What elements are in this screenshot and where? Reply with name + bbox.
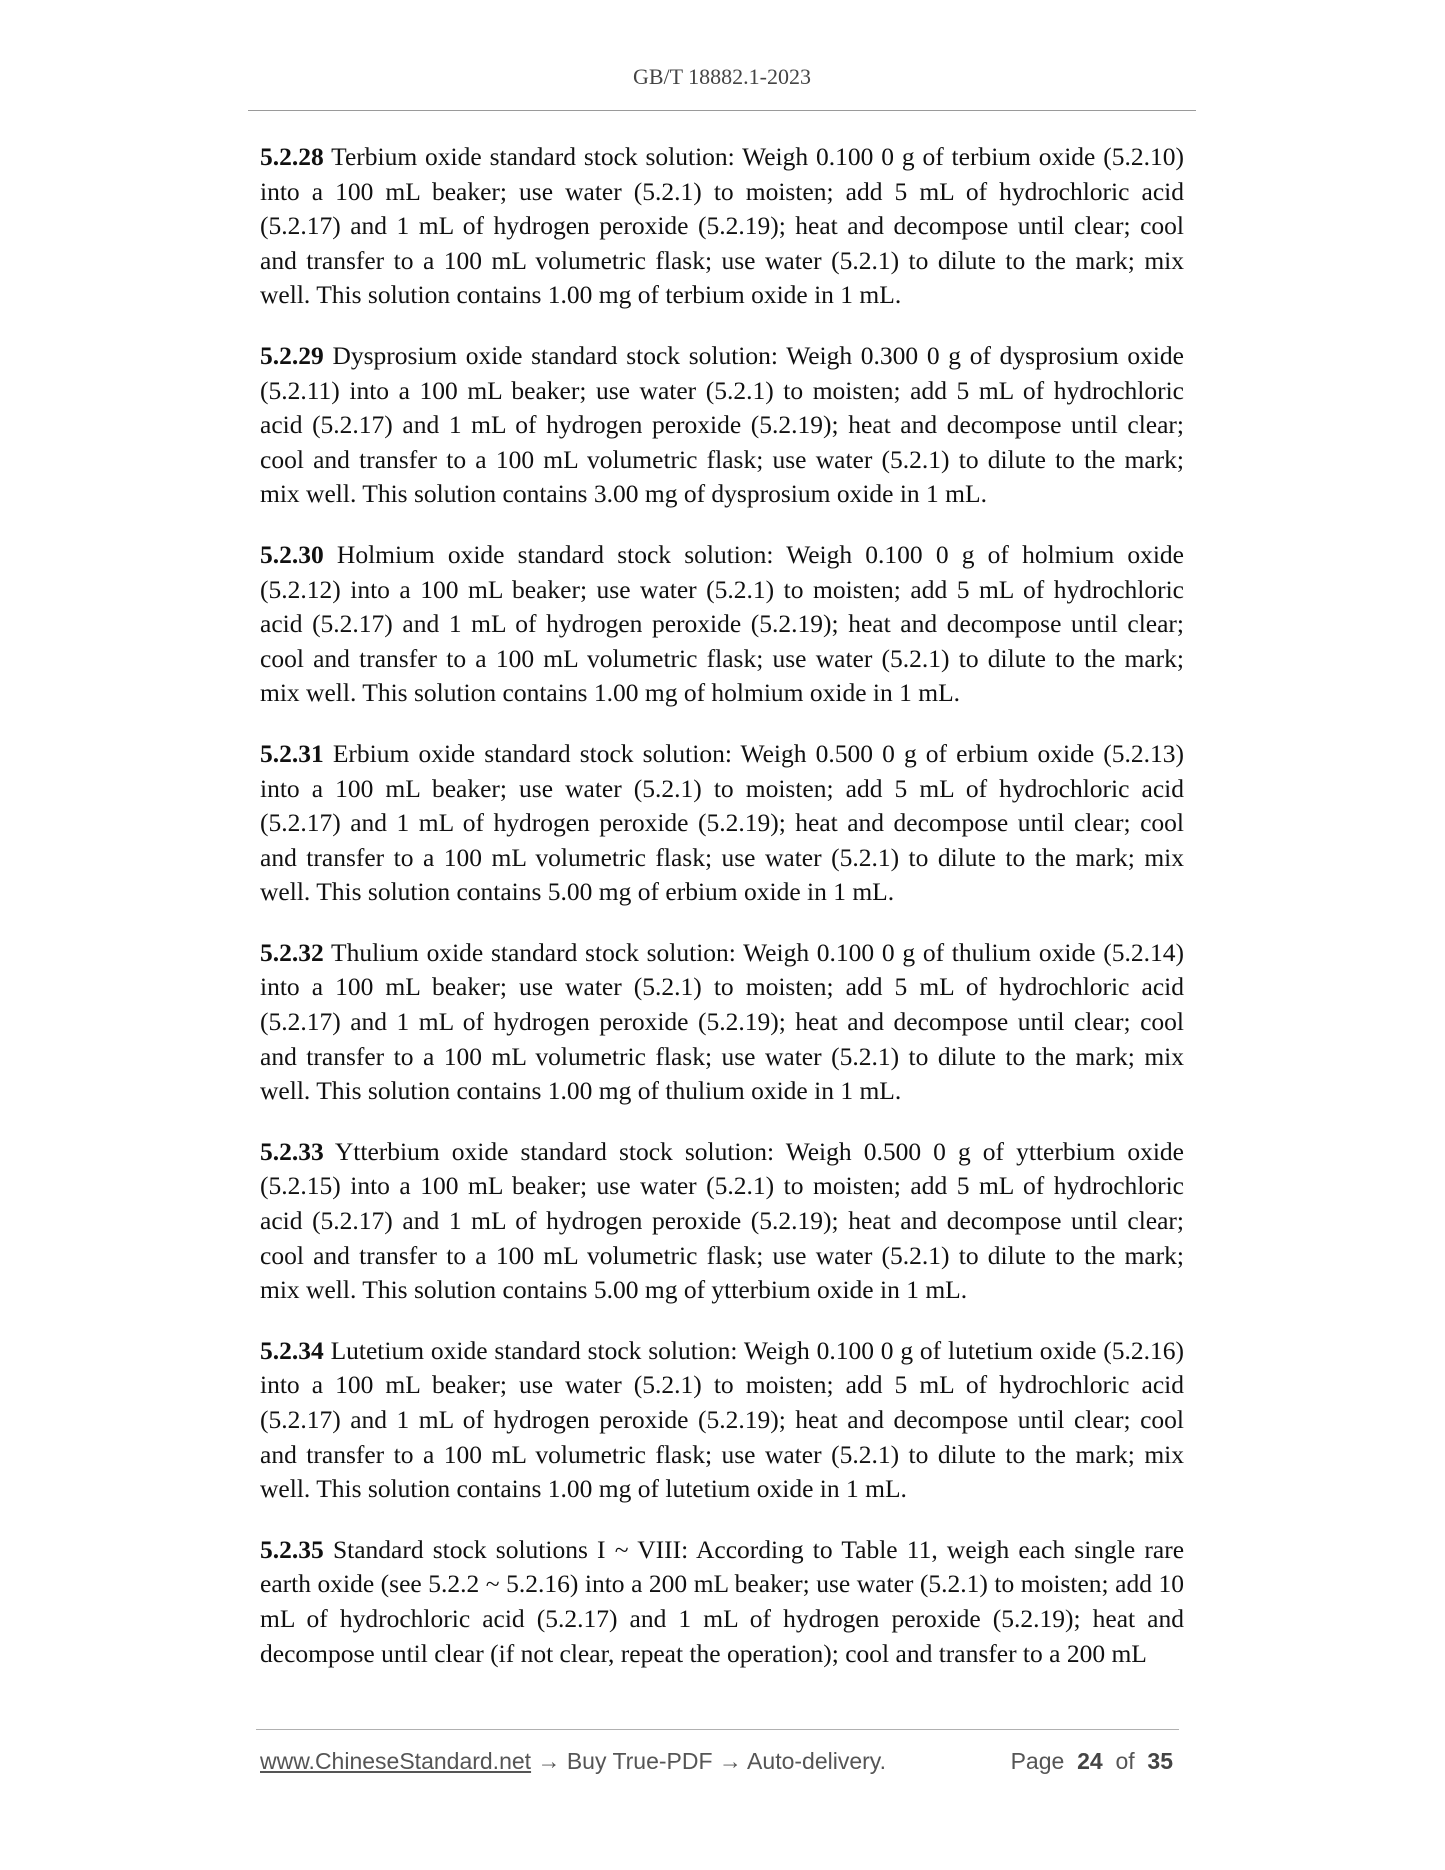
footer-divider xyxy=(256,1729,1179,1730)
clause-text: Ytterbium oxide standard stock solution: Weigh 0.500 0 g of ytterbium oxide (5.2.15) into a 100 mL beaker; use water (5.2.1) to moisten; add 5 mL of hydrochloric acid (5.2.17) and 1 mL of hydrogen peroxide (5.2.19); heat and decompose until clear; cool and transfer to a 100 mL volumetric flask; use water (5.2.1) to dilute to the mark; mix well. This solution contains 5.00 mg of ytterbium oxide in 1 mL. xyxy=(260,1136,1184,1305)
clause-number: 5.2.34 xyxy=(260,1335,324,1365)
clause-number: 5.2.28 xyxy=(260,142,324,171)
header-divider xyxy=(248,110,1196,111)
document-body xyxy=(260,140,1184,1697)
clause-number: 5.2.31 xyxy=(260,738,324,768)
clause-text: Holmium oxide standard stock solution: Weigh 0.100 0 g of holmium oxide (5.2.12) into a 100 mL beaker; use water (5.2.1) to moisten; add 5 mL of hydrochloric acid (5.2.17) and 1 mL of hydrogen peroxide (5.2.19); heat and decompose until clear; cool and transfer to a 100 mL volumetric flask; use water (5.2.1) to dilute to the mark; mix well. This solution contains 1.00 mg of holmium oxide in 1 mL. xyxy=(260,539,1184,708)
chinesestandard-link[interactable]: www.ChineseStandard.net xyxy=(260,1748,532,1774)
footer-promo-text: → Buy True-PDF → Auto-delivery. xyxy=(531,1748,886,1774)
clause-paragraph xyxy=(260,936,1184,1109)
clause-number: 5.2.30 xyxy=(260,539,324,569)
clause-paragraph xyxy=(260,1334,1184,1507)
page-footer xyxy=(260,1748,1180,1784)
clause-text: Standard stock solutions I ~ VIII: According to Table 11, weigh each single rare earth oxide (see 5.2.2 ~ 5.2.16) into a 200 mL beaker; use water (5.2.1) to moisten; add 10 mL of hydrochloric acid (5.2.17) and 1 mL of hydrogen peroxide (5.2.19); heat and decompose until clear (if not clear, repeat the operation); cool and transfer to a 200 mL xyxy=(260,1534,1185,1668)
page-indicator xyxy=(1011,1748,1173,1775)
total-pages: 35 xyxy=(1147,1748,1173,1774)
page-number: 24 xyxy=(1077,1748,1103,1774)
clause-text: Dysprosium oxide standard stock solution: Weigh 0.300 0 g of dysprosium oxide (5.2.11) into a 100 mL beaker; use water (5.2.1) to moisten; add 5 mL of hydrochloric acid (5.2.17) and 1 mL of hydrogen peroxide (5.2.19); heat and decompose until clear; cool and transfer to a 100 mL volumetric flask; use water (5.2.1) to dilute to the mark; mix well. This solution contains 3.00 mg of dysprosium oxide in 1 mL. xyxy=(260,340,1184,509)
clause-paragraph xyxy=(260,1135,1184,1308)
footer-promo xyxy=(260,1748,886,1775)
page-header-title: GB/T 18882.1-2023 xyxy=(632,64,812,89)
clause-paragraph xyxy=(260,1533,1184,1671)
clause-paragraph xyxy=(260,737,1184,910)
clause-paragraph xyxy=(260,140,1184,313)
clause-number: 5.2.33 xyxy=(260,1136,324,1166)
clause-number: 5.2.35 xyxy=(260,1534,324,1564)
of-label: of xyxy=(1115,1748,1135,1774)
clause-text: Thulium oxide standard stock solution: Weigh 0.100 0 g of thulium oxide (5.2.14) into a 100 mL beaker; use water (5.2.1) to moisten; add 5 mL of hydrochloric acid (5.2.17) and 1 mL of hydrogen peroxide (5.2.19); heat and decompose until clear; cool and transfer to a 100 mL volumetric flask; use water (5.2.1) to dilute to the mark; mix well. This solution contains 1.00 mg of thulium oxide in 1 mL. xyxy=(260,937,1184,1106)
clause-paragraph xyxy=(260,339,1184,512)
clause-paragraph xyxy=(260,538,1184,711)
clause-text: Terbium oxide standard stock solution: Weigh 0.100 0 g of terbium oxide (5.2.10) into a 100 mL beaker; use water (5.2.1) to moisten; add 5 mL of hydrochloric acid (5.2.17) and 1 mL of hydrogen peroxide (5.2.19); heat and decompose until clear; cool and transfer to a 100 mL volumetric flask; use water (5.2.1) to dilute to the mark; mix well. This solution contains 1.00 mg of terbium oxide in 1 mL. xyxy=(260,142,1184,310)
clause-number: 5.2.32 xyxy=(260,937,324,967)
clause-number: 5.2.29 xyxy=(260,340,324,370)
clause-text: Erbium oxide standard stock solution: Weigh 0.500 0 g of erbium oxide (5.2.13) into a 100 mL beaker; use water (5.2.1) to moisten; add 5 mL of hydrochloric acid (5.2.17) and 1 mL of hydrogen peroxide (5.2.19); heat and decompose until clear; cool and transfer to a 100 mL volumetric flask; use water (5.2.1) to dilute to the mark; mix well. This solution contains 5.00 mg of erbium oxide in 1 mL. xyxy=(260,738,1184,907)
page-label: Page xyxy=(1010,1748,1065,1774)
clause-text: Lutetium oxide standard stock solution: Weigh 0.100 0 g of lutetium oxide (5.2.16) into a 100 mL beaker; use water (5.2.1) to moisten; add 5 mL of hydrochloric acid (5.2.17) and 1 mL of hydrogen peroxide (5.2.19); heat and decompose until clear; cool and transfer to a 100 mL volumetric flask; use water (5.2.1) to dilute to the mark; mix well. This solution contains 1.00 mg of lutetium oxide in 1 mL. xyxy=(260,1335,1185,1504)
